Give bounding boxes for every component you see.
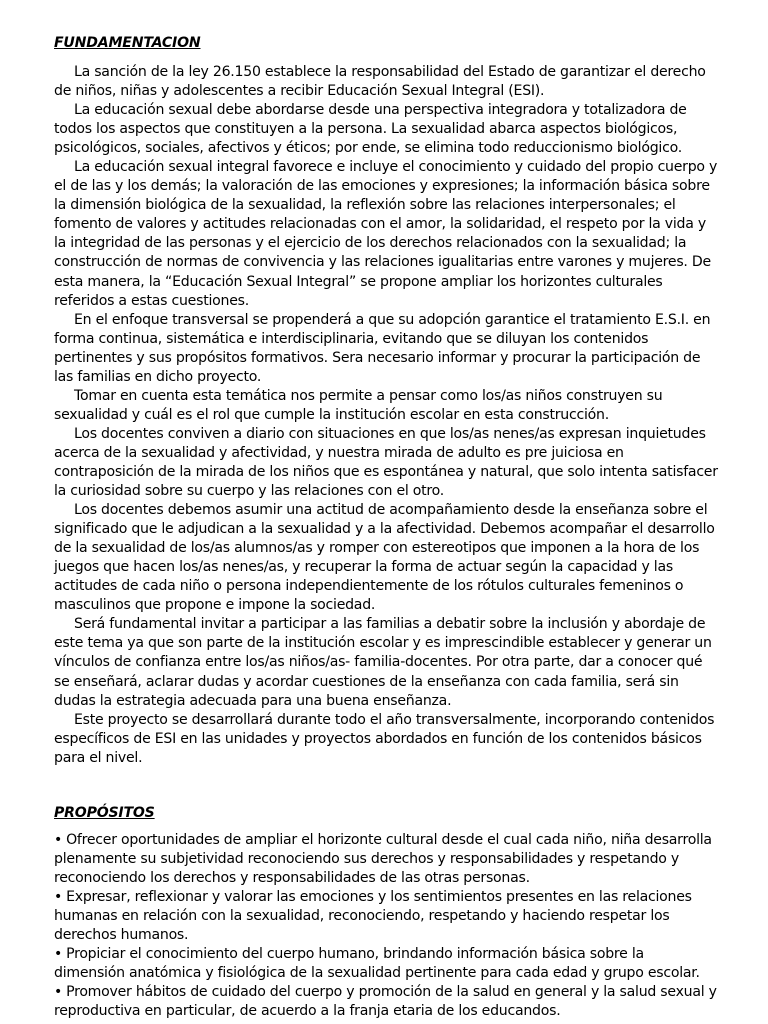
document-page xyxy=(54,34,718,1021)
propositos-heading: PROPÓSITOS xyxy=(54,804,155,821)
list-item xyxy=(54,831,718,888)
list-item xyxy=(54,945,718,983)
bullet-icon: • xyxy=(54,888,63,905)
paragraph: Los docentes conviven a diario con situaciones en que los/as nenes/as expresan inquietudes acerca de la sexualidad y afectividad, y nuestra mirada de adulto es pre juiciosa en contraposición de la mirada de los niños que es espontánea y natural, que solo intenta satisfacer la curiosidad sobre su cuerpo y las relaciones con el otro. xyxy=(54,425,718,500)
paragraph: Este proyecto se desarrollará durante todo el año transversalmente, incorporando contenidos específicos de ESI en las unidades y proyectos abordados en función de los contenidos básicos para el nivel. xyxy=(54,711,715,766)
fundamentacion-heading: FUNDAMENTACION xyxy=(54,35,201,51)
list-item xyxy=(54,888,718,945)
fundamentacion-body xyxy=(54,63,718,768)
bullet-icon: • xyxy=(54,984,63,1001)
list-item-text: Promover hábitos de cuidado del cuerpo y promoción de la salud en general y la salud sexual y reproductiva en particular, de acuerdo a la franja etaria de los educandos. xyxy=(54,984,717,1020)
propositos-list xyxy=(54,831,718,1021)
list-item xyxy=(54,983,718,1021)
list-item-text: Ofrecer oportunidades de ampliar el horizonte cultural desde el cual cada niño, niña desarrolla plenamente su subjetividad reconociendo sus derechos y responsabilidades y respetando y reconociendo los derechos y responsabilidades de las otras personas. xyxy=(54,831,712,886)
paragraph: Los docentes debemos asumir una actitud de acompañamiento desde la enseñanza sobre el significado que le adjudican a la sexualidad y a la afectividad. Debemos acompañar el desarrollo de la sexualidad de los/as alumnos/as y romper con estereotipos que imponen a la hora de los juegos que hacen los/as nenes/as, y recuperar la forma de actuar según la capacidad y las actitudes de cada niño o persona independientemente de los rótulos culturales femeninos o masculinos que propone e impone la sociedad. xyxy=(54,502,715,614)
list-item-text: Expresar, reflexionar y valorar las emociones y los sentimientos presentes en las relaciones humanas en relación con la sexualidad, reconociendo, respetando y haciendo respetar los derechos humanos. xyxy=(54,888,692,943)
list-item-text: Propiciar el conocimiento del cuerpo humano, brindando información básica sobre la dimensión anatómica y fisiológica de la sexualidad pertinente para cada edad y grupo escolar. xyxy=(54,946,700,982)
bullet-icon: • xyxy=(54,946,63,963)
paragraph: En el enfoque transversal se propenderá a que su adopción garantice el tratamiento E.S.I. en forma continua, sistemática e interdisciplinaria, evitando que se diluyan los contenidos pertinentes y sus propósitos formativos. Sera necesario informar y procurar la participación de las familias en dicho proyecto. xyxy=(54,311,711,385)
paragraph: Tomar en cuenta esta temática nos permite a pensar como los/as niños construyen su sexualidad y cuál es el rol que cumple la institución escolar en esta construcción. xyxy=(54,387,663,423)
paragraph: La educación sexual debe abordarse desde una perspectiva integradora y totalizadora de todos los aspectos que constituyen a la persona. La sexualidad abarca aspectos biológicos, psicológicos, sociales, afectivos y éticos; por ende, se elimina todo reduccionismo biológico. xyxy=(54,102,687,157)
paragraph: La educación sexual integral favorece e incluye el conocimiento y cuidado del propio cuerpo y el de las y los demás; la valoración de las emociones y expresiones; la información básica sobre la dimensión biológica de la sexualidad, la reflexión sobre las relaciones interpersonales; el fomento de valores y actitudes relacionadas con el amor, la solidaridad, el respeto por la vida y la integridad de las personas y el ejercicio de los derechos relacionados con la sexualidad; la construcción de normas de convivencia y las relaciones igualitarias entre varones y mujeres. De esta manera, la “Educación Sexual Integral” se propone ampliar los horizontes culturales referidos a estas cuestiones. xyxy=(54,159,718,309)
bullet-icon: • xyxy=(54,831,63,848)
paragraph: La sanción de la ley 26.150 establece la responsabilidad del Estado de garantizar el derecho de niños, niñas y adolescentes a recibir Educación Sexual Integral (ESI). xyxy=(54,64,706,100)
paragraph: Será fundamental invitar a participar a las familias a debatir sobre la inclusión y abordaje de este tema ya que son parte de la institución escolar y es imprescindible establecer y generar un vínculos de confianza entre los/as niños/as- familia-docentes. Por otra parte, dar a conocer qué se enseñará, aclarar dudas y acordar cuestiones de la enseñanza con cada familia, será sin dudas la estrategia adecuada para una buena enseñanza. xyxy=(54,616,712,709)
